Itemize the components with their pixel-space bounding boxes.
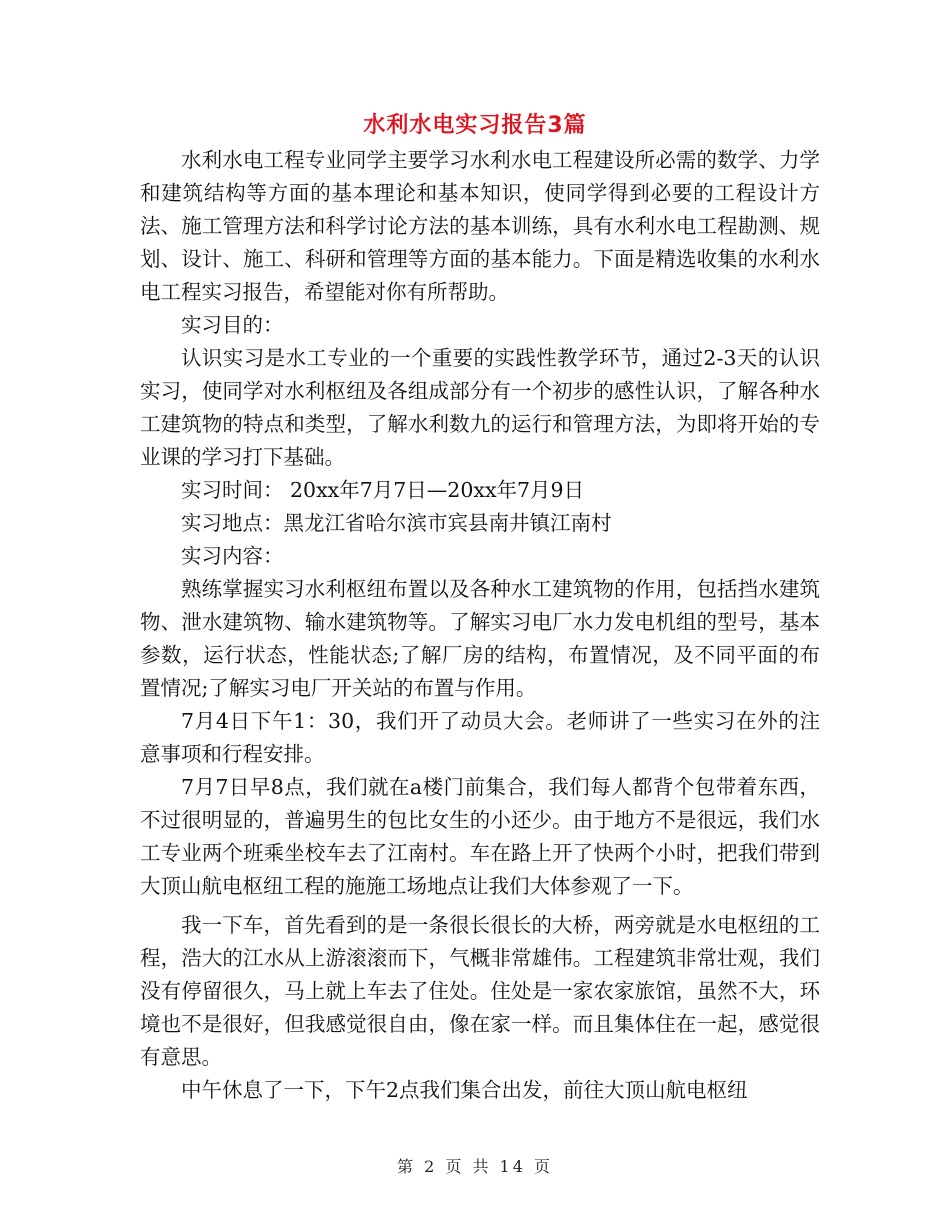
paragraph-content: 熟练掌握实习水利枢纽布置以及各种水工建筑物的作用，包括挡水建筑物、泄水建筑物、输水建筑物等。了解实习电厂水力发电机组的型号，基本参数，运行状态，性能状态;了解厂房的结构，布置情况，及不同平面的布置情况;了解实习电厂开关站的布置与作用。	[140, 577, 820, 700]
paragraph-afternoon: 中午休息了一下，下午2点我们集合出发，前往大顶山航电枢纽	[181, 1078, 748, 1102]
page-footer: 第 2 页 共 14 页	[397, 1157, 553, 1176]
paragraph-arrival: 我一下车，首先看到的是一条很长很长的大桥，两旁就是水电枢纽的工程，浩大的江水从上游滚滚而下，气概非常雄伟。工程建筑非常壮观，我们没有停留很久，马上就上车去了住处。住处是一家农家旅馆，虽然不大，环境也不是很好，但我感觉很自由，像在家一样。而且集体住在一起，感觉很有意思。	[140, 913, 820, 1069]
document-body	[140, 144, 820, 1107]
paragraph-location: 实习地点：黑龙江省哈尔滨市宾县南井镇江南村	[181, 511, 612, 535]
paragraph-purpose: 认识实习是水工专业的一个重要的实践性教学环节，通过2-3天的认识实习，使同学对水利枢纽及各组成部分有一个初步的感性认识，了解各种水工建筑物的特点和类型，了解水利数九的运行和管理方法，为即将开始的专业课的学习打下基础。	[140, 346, 820, 469]
paragraph-july4: 7月4日下午1：30，我们开了动员大会。老师讲了一些实习在外的注意事项和行程安排。	[140, 709, 820, 766]
paragraph-july7: 7月7日早8点，我们就在a楼门前集合，我们每人都背个包带着东西，不过很明显的，普遍男生的包比女生的小还少。由于地方不是很远，我们水工专业两个班乘坐校车去了江南村。车在路上开了快两个小时，把我们带到大顶山航电枢纽工程的施施工场地点让我们大体参观了一下。	[140, 775, 820, 898]
paragraph-content-heading: 实习内容：	[181, 544, 284, 568]
paragraph-purpose-heading: 实习目的：	[181, 313, 284, 337]
paragraph-intro: 水利水电工程专业同学主要学习水利水电工程建设所必需的数学、力学和建筑结构等方面的基本理论和基本知识，使同学得到必要的工程设计方法、施工管理方法和科学讨论方法的基本训练，具有水利水电工程勘测、规划、设计、施工、科研和管理等方面的基本能力。下面是精选收集的水利水电工程实习报告，希望能对你有所帮助。	[140, 148, 820, 304]
document-title: 水利水电实习报告3篇	[363, 113, 587, 138]
paragraph-time: 实习时间： 20xx年7月7日—20xx年7月9日	[181, 478, 585, 502]
